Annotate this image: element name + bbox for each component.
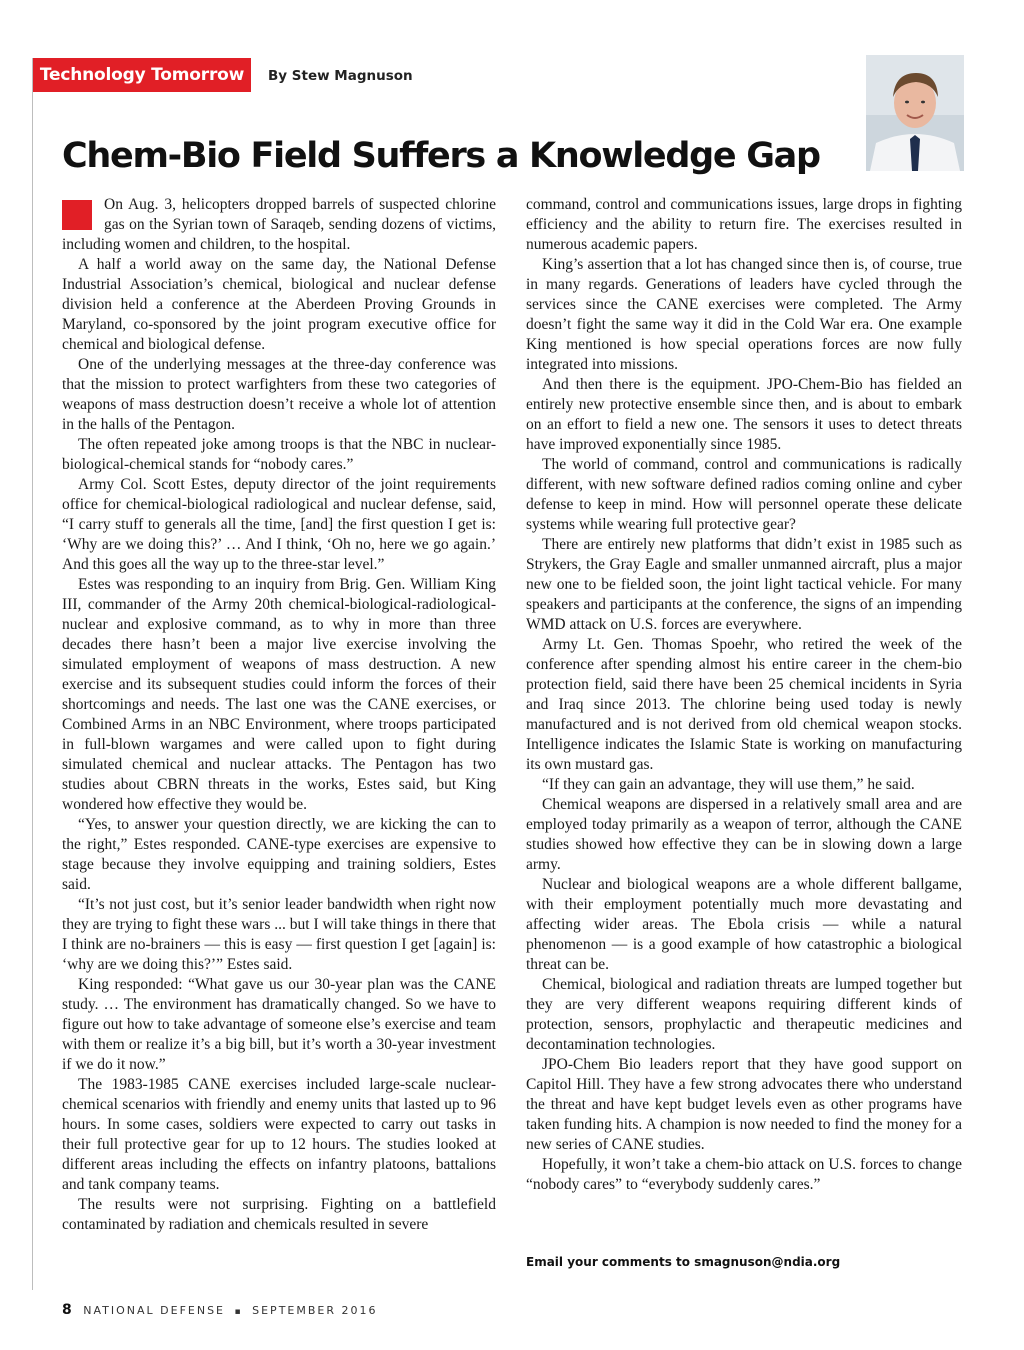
paragraph: A half a world away on the same day, the National Defense Industrial Association’s chemical, biological and nuclear defense division held a conference at the Aberdeen Proving Grounds in Maryland, co-sponsored by the joint program executive office for chemical and biological defense. <box>62 256 496 353</box>
paragraph: Nuclear and biological weapons are a whole different ballgame, with their employment potentially much more devastating and affecting wider areas. The Ebola crisis — while a natural phenomenon — is a good example of how catastrophic a biological threat can be. <box>526 876 962 973</box>
page-number: 8 <box>62 1302 72 1318</box>
article-column-1 <box>62 195 496 1235</box>
paragraph: King responded: “What gave us our 30-year plan was the CANE study. … The environment has dramatically changed. So we have to figure out how to take advantage of someone else’s exercise and team with them or realize it’s a big bill, but it’s worth a 30-year investment if we do it now.” <box>62 976 496 1073</box>
paragraph: Army Lt. Gen. Thomas Spoehr, who retired the week of the conference after spending almost his entire career in the chem-bio protection field, said there have been 25 chemical incidents in Syria and Iraq since 2013. The chlorine being used today is newly manufactured and is not derived from old chemical weapon stocks. Intelligence indicates the Islamic State is working on manufacturing its own mustard gas. <box>526 636 962 773</box>
red-square-dropcap-icon <box>62 200 92 230</box>
paragraph: Estes was responding to an inquiry from Brig. Gen. William King III, commander of the Army 20th chemical-biological-radiological-nuclear and explosive command, as to why in more than three decades there hasn’t been a major live exercise involving the simulated employment of weapons of mass destruction. A new exercise and its subsequent studies could inform the forces of their shortcomings and needs. The last one was the CANE exercises, or Combined Arms in an NBC Environment, where troops participated in full-blown wargames and were called upon to fight during simulated chemical and nuclear attacks. The Pentagon has two studies about CBRN threats in the works, Estes said, but King wondered how effective they would be. <box>62 576 496 813</box>
headline: Chem-Bio Field Suffers a Knowledge Gap <box>62 136 820 176</box>
section-tag: Technology Tomorrow <box>33 58 251 92</box>
paragraph: command, control and communications issues, large drops in fighting efficiency and the ability to return fire. The exercises resulted in numerous academic papers. <box>526 196 962 253</box>
publication-name: NATIONAL DEFENSE <box>83 1304 226 1317</box>
paragraph: “If they can gain an advantage, they will use them,” he said. <box>542 776 915 793</box>
author-photo <box>866 55 964 171</box>
paragraph: Chemical, biological and radiation threats are lumped together but they are very different weapons requiring different kinds of protection, sensors, prophylactic and therapeutic medicines and decontamination technologies. <box>526 976 962 1053</box>
paragraph: And then there is the equipment. JPO-Chem-Bio has fielded an entirely new protective ensemble since then, and is about to embark on an effort to field a new one. The sensors it uses to detect threats have improved exponentially since 1985. <box>526 376 962 453</box>
paragraph: One of the underlying messages at the three-day conference was that the mission to protect warfighters from these two categories of weapons of mass destruction doesn’t receive a whole lot of attention in the halls of the Pentagon. <box>62 356 496 433</box>
byline: By Stew Magnuson <box>268 68 413 84</box>
issue-date: SEPTEMBER 2016 <box>252 1304 378 1317</box>
article-column-2 <box>526 195 962 1195</box>
left-column-rule <box>32 58 33 1290</box>
paragraph: Hopefully, it won’t take a chem-bio attack on U.S. forces to change “nobody cares” to “everybody suddenly cares.” <box>526 1156 962 1193</box>
paragraph: The 1983-1985 CANE exercises included large-scale nuclear-chemical scenarios with friendly and enemy units that lasted up to 96 hours. In some cases, soldiers were expected to carry out tasks in their full protective gear for up to 12 hours. The studies looked at different areas including the effects on infantry platoons, battalions and tank company teams. <box>62 1076 496 1193</box>
paragraph: Chemical weapons are dispersed in a relatively small area and are employed today primarily as a weapon of terror, although the CANE studies showed how effective they can be in slowing down a large army. <box>526 796 962 873</box>
paragraph: “Yes, to answer your question directly, we are kicking the can to the right,” Estes responded. CANE-type exercises are expensive to stage because they involve equipping and training soldiers, Estes said. <box>62 816 496 893</box>
paragraph: The results were not surprising. Fighting on a battlefield contaminated by radiation and chemicals resulted in severe <box>62 1196 496 1233</box>
paragraph: There are entirely new platforms that didn’t exist in 1985 such as Strykers, the Gray Eagle and smaller unmanned aircraft, plus a major new one to be fielded soon, the joint light tactical vehicle. For many speakers and participants at the conference, the signs of an impending WMD attack on U.S. forces are everywhere. <box>526 536 962 633</box>
author-portrait-icon <box>866 55 964 171</box>
paragraph: The world of command, control and communications is radically different, with new software defined radios coming online and cyber defense to keep in mind. How will personnel operate these delicate systems while wearing full protective gear? <box>526 456 962 533</box>
paragraph: JPO-Chem Bio leaders report that they have good support on Capitol Hill. They have a few strong advocates there who understand the threat and have kept budget levels even as other programs have taken funding hits. A champion is now needed to find the money for a new series of CANE studies. <box>526 1056 962 1153</box>
paragraph: “It’s not just cost, but it’s senior leader bandwidth when right now they are trying to fight these wars ... but I will take things in there that I think are no-brainers — this is easy — first question I get [again] is: ‘why are we doing this?’” Estes said. <box>62 896 496 973</box>
page-footer <box>62 1302 377 1318</box>
paragraph: The often repeated joke among troops is that the NBC in nuclear-biological-chemical stands for “nobody cares.” <box>62 436 496 473</box>
email-comments-line: Email your comments to smagnuson@ndia.org <box>526 1255 841 1269</box>
footer-separator-icon: ▪ <box>234 1307 243 1317</box>
paragraph: Army Col. Scott Estes, deputy director of the joint requirements office for chemical-biological radiological and nuclear defense, said, “I carry stuff to generals all the time, [and] the first question I get is: ‘Why are we doing this?’ … And I think, ‘Oh no, here we go again.’ And this goes all the way up to the three-star level.” <box>62 476 496 573</box>
paragraph: King’s assertion that a lot has changed since then is, of course, true in many regards. Generations of leaders have cycled through the services since the CANE exercises were completed. The Army doesn’t fight the same way it did in the Cold War era. One example King mentioned is how special operations forces are now fully integrated into missions. <box>526 256 962 373</box>
paragraph: On Aug. 3, helicopters dropped barrels of suspected chlorine gas on the Syrian town of Saraqeb, sending dozens of victims, including women and children, to the hospital. <box>62 196 496 253</box>
